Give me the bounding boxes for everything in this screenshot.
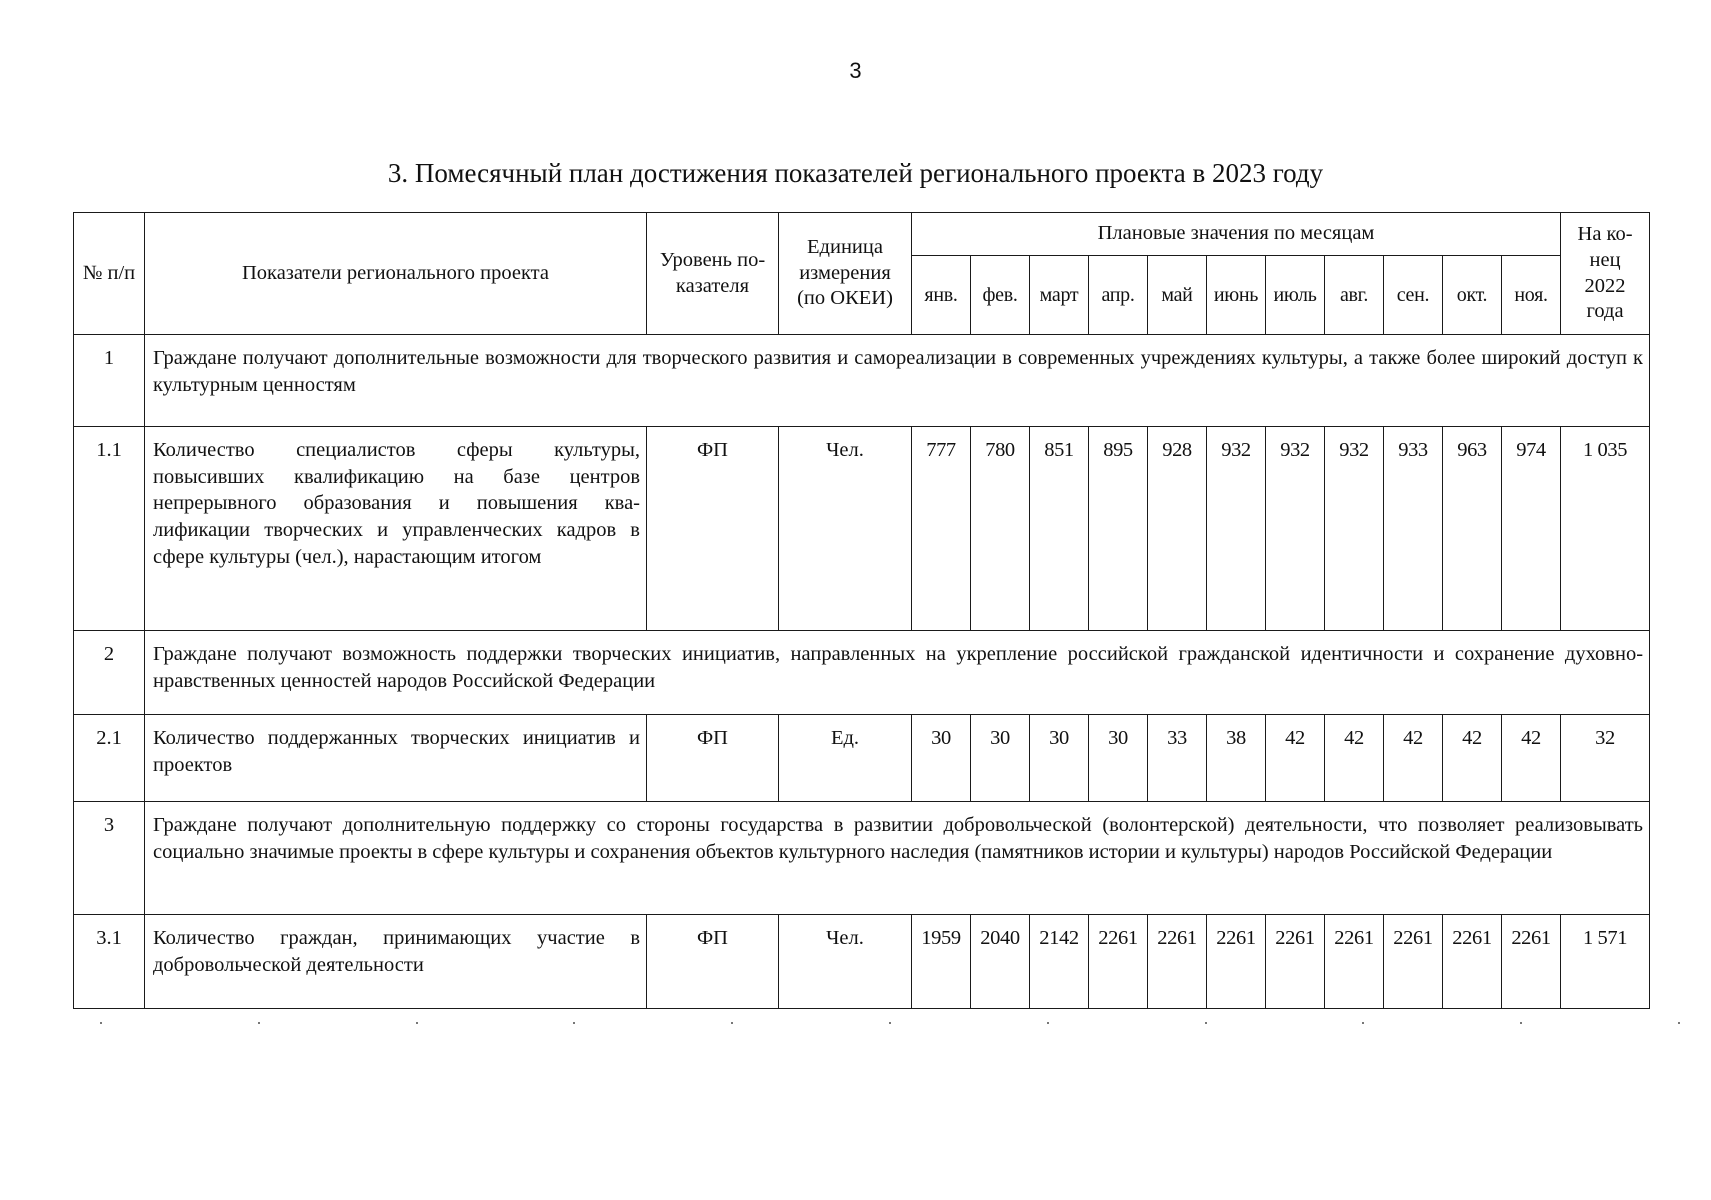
month-value: 974	[1502, 427, 1561, 631]
header-month: ноя.	[1502, 256, 1561, 335]
month-value: 2261	[1207, 915, 1266, 1009]
month-value: 2261	[1148, 915, 1207, 1009]
month-value: 30	[1030, 715, 1089, 802]
month-value: 932	[1266, 427, 1325, 631]
header-month: март	[1030, 256, 1089, 335]
header-month: июль	[1266, 256, 1325, 335]
month-value: 2261	[1325, 915, 1384, 1009]
month-value: 30	[971, 715, 1030, 802]
indicator-level: ФП	[647, 715, 779, 802]
indicator-name: Количество поддержанных творческих инициатив и проектов	[145, 715, 647, 802]
header-month: апр.	[1089, 256, 1148, 335]
month-value: 780	[971, 427, 1030, 631]
month-value: 38	[1207, 715, 1266, 802]
month-value: 42	[1266, 715, 1325, 802]
section-title: Граждане получают дополнительную поддержку со стороны государства в развитии добровольческой (волонтерской) деятельности, что позволяет реализовывать социально значимые проекты в сфере культуры и сохранения объектов культурного наследия (памятников истории и культуры) народов Российской Федерации	[145, 802, 1650, 915]
month-value: 2261	[1384, 915, 1443, 1009]
month-value: 2261	[1502, 915, 1561, 1009]
month-value: 42	[1325, 715, 1384, 802]
page-title: 3. Помесячный план достижения показателей регионального проекта в 2023 году	[387, 158, 1324, 188]
section-row	[74, 631, 1650, 715]
indicator-unit: Чел.	[779, 427, 912, 631]
indicator-name: Количество специалистов сферы культуры, повысивших квалификацию на базе центров непрерывного образования и повышения квалификации творческих и управленческих кадров в сфере культуры (чел.), нарастающим итогом	[145, 427, 647, 631]
header-month: май	[1148, 256, 1207, 335]
month-value: 777	[912, 427, 971, 631]
indicator-level: ФП	[647, 915, 779, 1009]
month-value: 928	[1148, 427, 1207, 631]
month-value: 33	[1148, 715, 1207, 802]
month-value: 895	[1089, 427, 1148, 631]
indicator-number: 3.1	[74, 915, 145, 1009]
header-month: авг.	[1325, 256, 1384, 335]
month-value: 30	[912, 715, 971, 802]
month-value: 2261	[1266, 915, 1325, 1009]
month-value: 2261	[1443, 915, 1502, 1009]
month-value: 42	[1443, 715, 1502, 802]
month-value: 30	[1089, 715, 1148, 802]
header-month: янв.	[912, 256, 971, 335]
section-number: 3	[74, 802, 145, 915]
indicator-unit: Чел.	[779, 915, 912, 1009]
month-value: 2142	[1030, 915, 1089, 1009]
month-value: 2261	[1089, 915, 1148, 1009]
month-value: 932	[1207, 427, 1266, 631]
month-value: 933	[1384, 427, 1443, 631]
month-value: 963	[1443, 427, 1502, 631]
month-value: 42	[1502, 715, 1561, 802]
indicator-row	[74, 915, 1650, 1009]
section-number: 1	[74, 335, 145, 427]
month-value: 932	[1325, 427, 1384, 631]
header-month: июнь	[1207, 256, 1266, 335]
end-of-year-value: 1 035	[1561, 427, 1650, 631]
section-title: Граждане получают дополнительные возможности для творческого развития и самореализации в современных учреждениях культуры, а также более широкий доступ к культурным ценностям	[145, 335, 1650, 427]
scan-artifact-dots	[100, 1022, 1680, 1026]
section-title: Граждане получают возможность поддержки творческих инициатив, направленных на укрепление российской гражданской идентичности и сохранение духовно-нравственных ценностей народов Российской Федерации	[145, 631, 1650, 715]
table-header	[74, 213, 1650, 335]
header-level: Уровень по- казателя	[647, 213, 779, 335]
month-value: 42	[1384, 715, 1443, 802]
indicator-number: 2.1	[74, 715, 145, 802]
indicator-row	[74, 715, 1650, 802]
header-num: № п/п	[74, 213, 145, 335]
section-row	[74, 335, 1650, 427]
month-value: 2040	[971, 915, 1030, 1009]
header-month: фев.	[971, 256, 1030, 335]
header-end-of-year: На ко- нец 2022 года	[1561, 213, 1650, 335]
indicator-row	[74, 427, 1650, 631]
header-month: сен.	[1384, 256, 1443, 335]
end-of-year-value: 1 571	[1561, 915, 1650, 1009]
monthly-plan-table	[73, 212, 1650, 1009]
indicator-unit: Ед.	[779, 715, 912, 802]
month-value: 1959	[912, 915, 971, 1009]
header-unit: Единица измерения (по ОКЕИ)	[779, 213, 912, 335]
header-planned-values: Плановые значения по месяцам	[912, 213, 1561, 256]
month-value: 851	[1030, 427, 1089, 631]
header-indicator: Показатели регионального проекта	[145, 213, 647, 335]
indicator-number: 1.1	[74, 427, 145, 631]
section-number: 2	[74, 631, 145, 715]
header-month: окт.	[1443, 256, 1502, 335]
indicator-name: Количество граждан, принимающих участие в добровольческой деятельности	[145, 915, 647, 1009]
page-number: 3	[849, 58, 862, 83]
section-row	[74, 802, 1650, 915]
indicator-level: ФП	[647, 427, 779, 631]
end-of-year-value: 32	[1561, 715, 1650, 802]
